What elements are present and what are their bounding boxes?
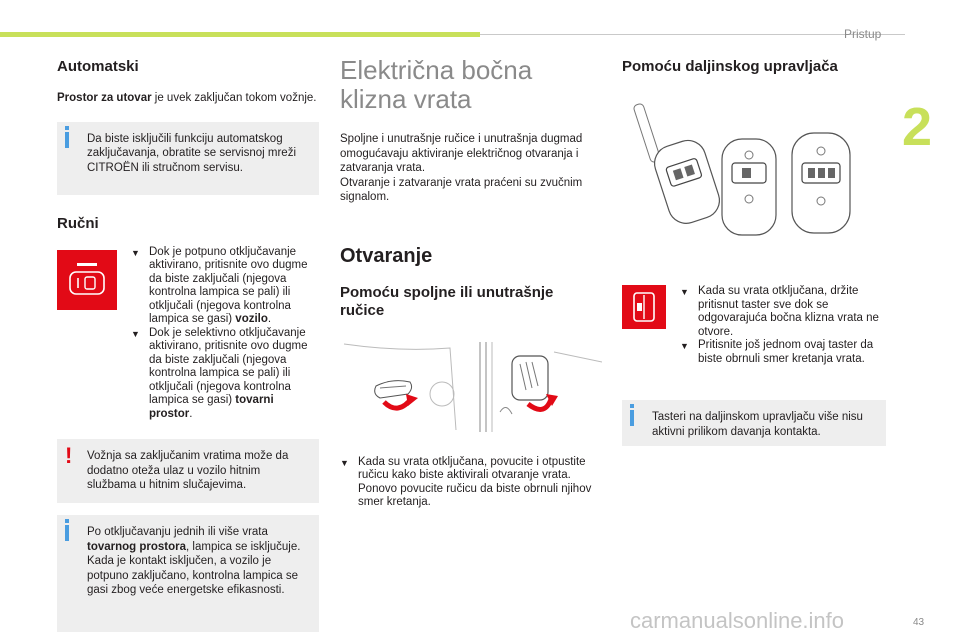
column-right — [622, 50, 886, 446]
remote-keys-illustration — [622, 103, 884, 243]
column-left — [57, 50, 319, 632]
remote-info-box: Tasteri na daljinskom upravljaču više nisu aktivni prilikom davanja kontakta. — [622, 400, 886, 446]
manual-block — [57, 246, 319, 422]
sliding-door-intro-1: Spoljne i unutrašnje ručice i unutrašnja dugmad omogućavaju aktiviranje električnog otvaranja i zatvaranja vrata. — [340, 133, 583, 174]
handle-bullet-1: ▼ Kada su vrata otključana, povucite i otpustite ručicu kako biste aktivirali otvaranje vrata. Ponovo povucite ručicu da biste obrnuli njihov smer kretanja. — [340, 455, 592, 508]
manual-bullet-2: ▼ Dok je selektivno otključavanje aktivirano, pritisnite ovo dugme da biste zaključali (njegova kontrolna lampica se pali) ili otključali (njegova kontrolna lampica se gasi) tovarni prostor. — [131, 326, 308, 420]
remote-heading: Pomoću daljinskog upravljača — [622, 58, 838, 75]
info-box-2: Po otključavanju jednih ili više vrata tovarnog prostora, lampica se isključuje. Kada je kontakt isključen, a vozilo je potpuno zaključano, kontrolna lampica se gasi zbog veće energetske efikasnosti. — [57, 515, 319, 632]
sliding-door-title: Električna bočna klizna vrata — [340, 55, 533, 114]
automatic-text: Prostor za utovar je uvek zaključan tokom vožnje. — [57, 92, 317, 104]
handle-bullets — [340, 456, 595, 510]
manual-bullet-1: ▼ Dok je potpuno otključavanje aktivirano, pritisnite ovo dugme da biste zaključali (njegova kontrolna lampica se pali) ili otključali (njegova kontrolna lampica se gasi) vozilo. — [131, 245, 308, 325]
remote-bullet-2: ▼ Pritisnite još jednom ovaj taster da biste obrnuli smer kretanja vrata. — [680, 339, 874, 365]
warning-box: ! Vožnja sa zaključanim vratima može da dodatno oteža ulaz u vozilo hitnim službama u hitnim slučajevima. — [57, 439, 319, 503]
automatic-info-box: Da biste isključili funkciju automatskog zaključavanja, obratite se servisnoj mreži CITROËN ili stručnom servisu. — [57, 122, 319, 195]
manual-bullets — [131, 246, 319, 422]
column-middle — [340, 50, 605, 510]
top-rule — [480, 34, 905, 35]
opening-heading: Otvaranje — [340, 244, 433, 267]
door-handle-illustration — [340, 342, 602, 432]
watermark-site: carmanualsonline.info — [630, 608, 845, 633]
info-icon-2 — [65, 525, 69, 541]
sliding-door-button-icon — [622, 285, 666, 329]
warning-icon: ! — [65, 443, 73, 468]
remote-bullet-1: ▼ Kada su vrata otključana, držite pritisnut taster sve dok se odgovarajuća bočna klizna vrata ne otvore. — [680, 285, 879, 338]
chapter-number: 2 — [902, 97, 933, 157]
page-number: 43 — [913, 617, 925, 628]
automatic-heading: Automatski — [57, 58, 139, 75]
manual-heading: Ručni — [57, 214, 99, 232]
remote-block — [622, 285, 886, 366]
info-icon — [65, 132, 69, 148]
info-icon-3 — [630, 410, 634, 426]
remote-bullets — [680, 285, 880, 366]
lock-button-icon — [57, 250, 117, 310]
sliding-door-intro-2: Otvaranje i zatvaranje vrata praćeni su zvučnim signalom. — [340, 176, 583, 203]
section-label: Pristup — [844, 27, 882, 41]
top-accent-bar — [0, 32, 480, 37]
handle-heading: Pomoću spoljne ili unutrašnje ručice — [340, 283, 554, 319]
